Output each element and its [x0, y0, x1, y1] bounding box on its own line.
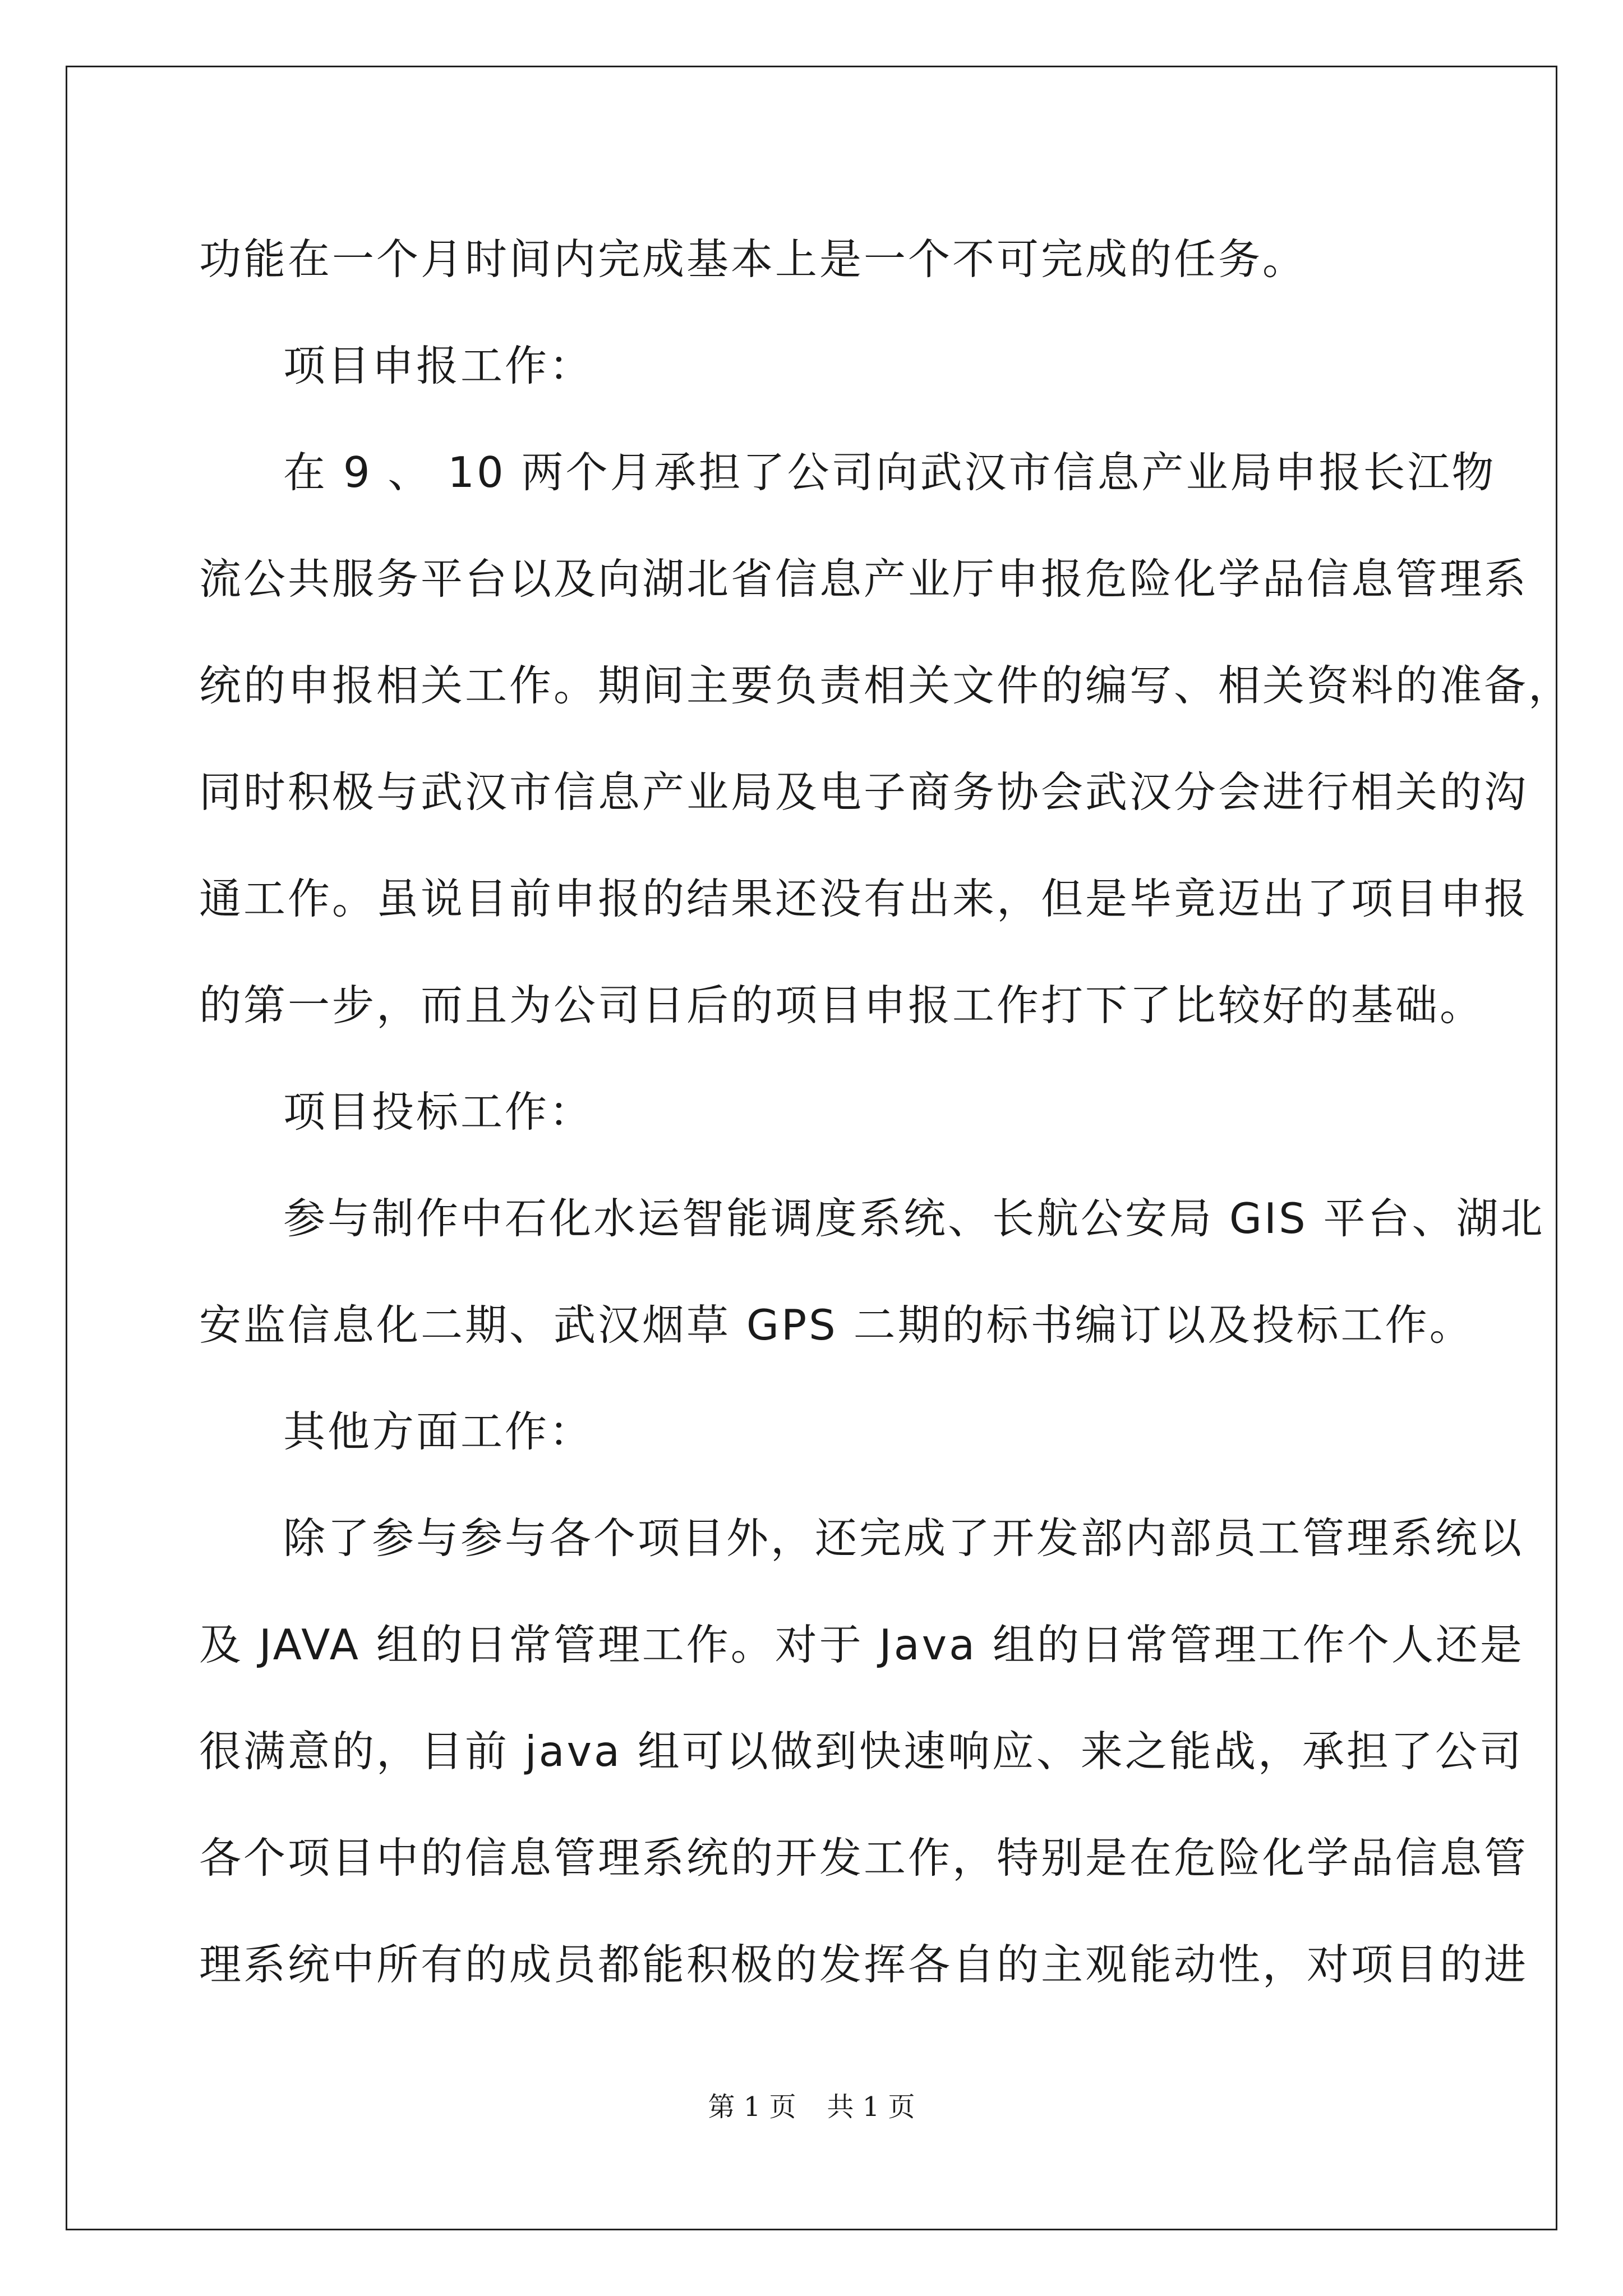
text-line: 流公共服务平台以及向湖北省信息产业厅申报危险化学品信息管理系 — [199, 554, 1529, 604]
page-total: 共 1 页 — [827, 2091, 915, 2123]
text-line: 参与制作中石化水运智能调度系统、长航公安局 GIS 平台、湖北 — [283, 1194, 1545, 1243]
text-line: 同时积极与武汉市信息产业局及电子商务协会武汉分会进行相关的沟 — [199, 767, 1529, 817]
text-line: 的第一步，而且为公司日后的项目申报工作打下了比较好的基础。 — [199, 981, 1484, 1030]
section-heading: 项目投标工作： — [283, 1087, 594, 1137]
section-heading: 其他方面工作： — [283, 1407, 594, 1456]
text-line: 通工作。虽说目前申报的结果还没有出来，但是毕竟迈出了项目申报 — [199, 874, 1529, 923]
text-line: 很满意的，目前 java 组可以做到快速响应、来之能战，承担了公司 — [199, 1727, 1524, 1776]
text-line: 除了参与参与各个项目外，还完成了开发部内部员工管理系统以 — [283, 1513, 1524, 1563]
text-line: 理系统中所有的成员都能积极的发挥各自的主观能动性，对项目的进 — [199, 1940, 1529, 1989]
text-line: 功能在一个月时间内完成基本上是一个不可完成的任务。 — [199, 234, 1307, 284]
page-footer — [0, 2090, 1623, 2124]
text-line: 及 JAVA 组的日常管理工作。对于 Java 组的日常管理工作个人还是 — [199, 1620, 1524, 1669]
section-heading: 项目申报工作： — [283, 341, 594, 390]
text-line: 统的申报相关工作。期间主要负责相关文件的编写、相关资料的准备， — [199, 661, 1573, 710]
page-number: 第 1 页 — [708, 2091, 796, 2123]
text-line: 在 9 、 10 两个月承担了公司向武汉市信息产业局申报长江物 — [283, 448, 1496, 497]
document-body — [199, 206, 1573, 2018]
text-line: 安监信息化二期、武汉烟草 GPS 二期的标书编订以及投标工作。 — [199, 1300, 1474, 1350]
text-line: 各个项目中的信息管理系统的开发工作，特别是在危险化学品信息管 — [199, 1833, 1529, 1883]
